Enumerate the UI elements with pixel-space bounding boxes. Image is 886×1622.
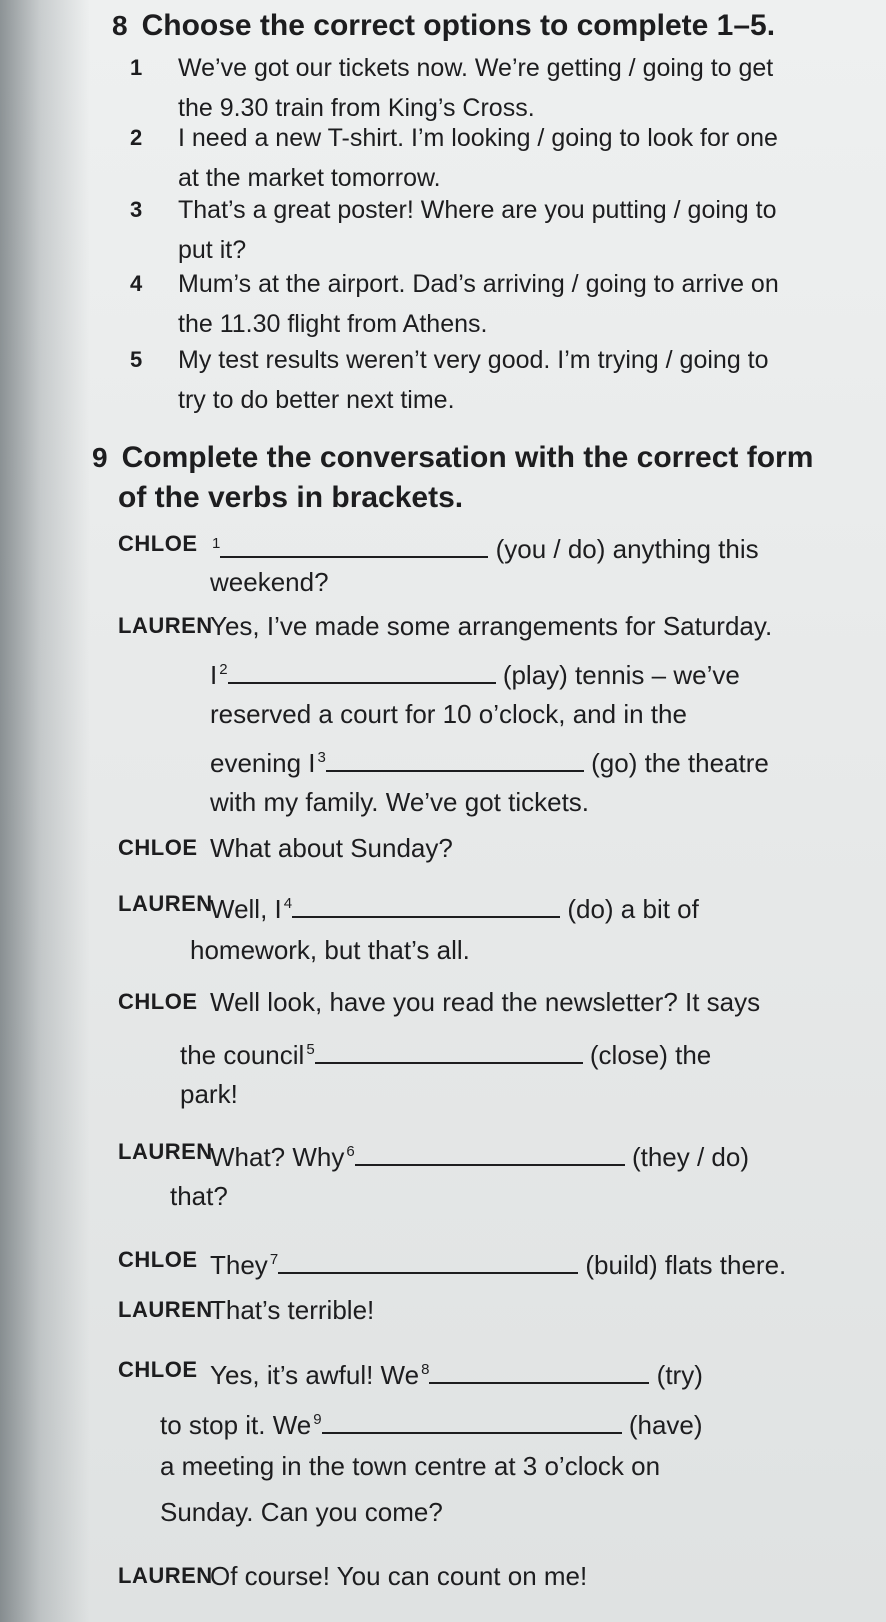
speaker-lauren: LAUREN — [118, 1563, 213, 1588]
dialogue-line: a meeting in the town centre at 3 o’clock on — [160, 1451, 661, 1481]
exercise-9-title: 9 Complete the conversation with the correct form — [92, 441, 814, 474]
dialogue-line: Well look, have you read the newsletter? It says — [210, 987, 761, 1017]
answer-blank-7[interactable] — [278, 1244, 578, 1274]
dialogue-line: What about Sunday? — [210, 833, 453, 863]
dialogue-line: Yes, I’ve made some arrangements for Saturday. — [210, 611, 773, 641]
dialogue-line: Well, I $^4$ (do) a bit of — [210, 884, 699, 929]
speaker-lauren: LAUREN — [118, 1139, 213, 1164]
answer-blank-1[interactable] — [220, 528, 488, 558]
speaker-lauren: LAUREN — [118, 613, 213, 638]
dialogue-line: I $^2$ (play) tennis – we’ve — [210, 650, 740, 695]
answer-blank-2[interactable] — [228, 654, 496, 684]
exercise-9-title-line2: of the verbs in brackets. — [118, 481, 464, 514]
dialogue-line: to stop it. We $^9$ (have) — [160, 1400, 703, 1445]
dialogue-line: the council $^5$ (close) the — [180, 1030, 711, 1075]
speaker-chloe: CHLOE — [118, 531, 198, 556]
question-4: 4 Mum’s at the airport. Dad’s arriving / going to arrive on the 11.30 flight from Athens. — [130, 270, 779, 338]
dialogue-line: What? Why $^6$ (they / do) — [210, 1132, 749, 1177]
answer-blank-4[interactable] — [292, 888, 560, 918]
exercise-8-number: 8 — [112, 10, 128, 41]
question-2: 2 I need a new T-shirt. I’m looking / going to look for one at the market tomorrow. — [130, 124, 778, 192]
speaker-chloe: CHLOE — [118, 835, 198, 860]
dialogue-line: with my family. We’ve got tickets. — [210, 787, 590, 817]
dialogue-line: evening I $^3$ (go) the theatre — [210, 738, 769, 783]
dialogue-line: reserved a court for 10 o’clock, and in the — [210, 699, 687, 729]
dialogue-line: Of course! You can count on me! — [210, 1561, 588, 1591]
question-3: 3 That’s a great poster! Where are you putting / going to put it? — [130, 196, 777, 264]
answer-blank-3[interactable] — [326, 742, 584, 772]
answer-blank-6[interactable] — [355, 1136, 625, 1166]
answer-blank-8[interactable] — [429, 1354, 649, 1384]
speaker-chloe: CHLOE — [118, 1247, 198, 1272]
dialogue-line: homework, but that’s all. — [190, 935, 470, 965]
answer-blank-5[interactable] — [315, 1034, 583, 1064]
exercise-8-title: 8 Choose the correct options to complete 1–5. — [112, 9, 776, 42]
question-5: 5 My test results weren’t very good. I’m trying / going to try to do better next time. — [130, 346, 769, 414]
dialogue-line: Sunday. Can you come? — [160, 1497, 443, 1527]
question-1: 1 We’ve got our tickets now. We’re getting / going to get the 9.30 train from King’s Cross. — [130, 54, 774, 122]
dialogue-line: Yes, it’s awful! We $^8$ (try) — [210, 1350, 703, 1395]
dialogue-line: That’s terrible! — [210, 1295, 375, 1325]
answer-blank-9[interactable] — [322, 1404, 622, 1434]
speaker-lauren: LAUREN — [118, 1297, 213, 1322]
dialogue-line: They $^7$ (build) flats there. — [210, 1240, 786, 1285]
dialogue-line: that? — [170, 1181, 228, 1211]
speaker-chloe: CHLOE — [118, 989, 198, 1014]
dialogue-line: weekend? — [210, 567, 329, 597]
dialogue-line: $^1$ (you / do) anything this — [210, 524, 759, 569]
speaker-chloe: CHLOE — [118, 1357, 198, 1382]
speaker-lauren: LAUREN — [118, 891, 213, 916]
exercise-9-number: 9 — [92, 442, 108, 473]
dialogue-line: park! — [180, 1079, 238, 1109]
page-binding-shadow — [0, 0, 90, 1622]
